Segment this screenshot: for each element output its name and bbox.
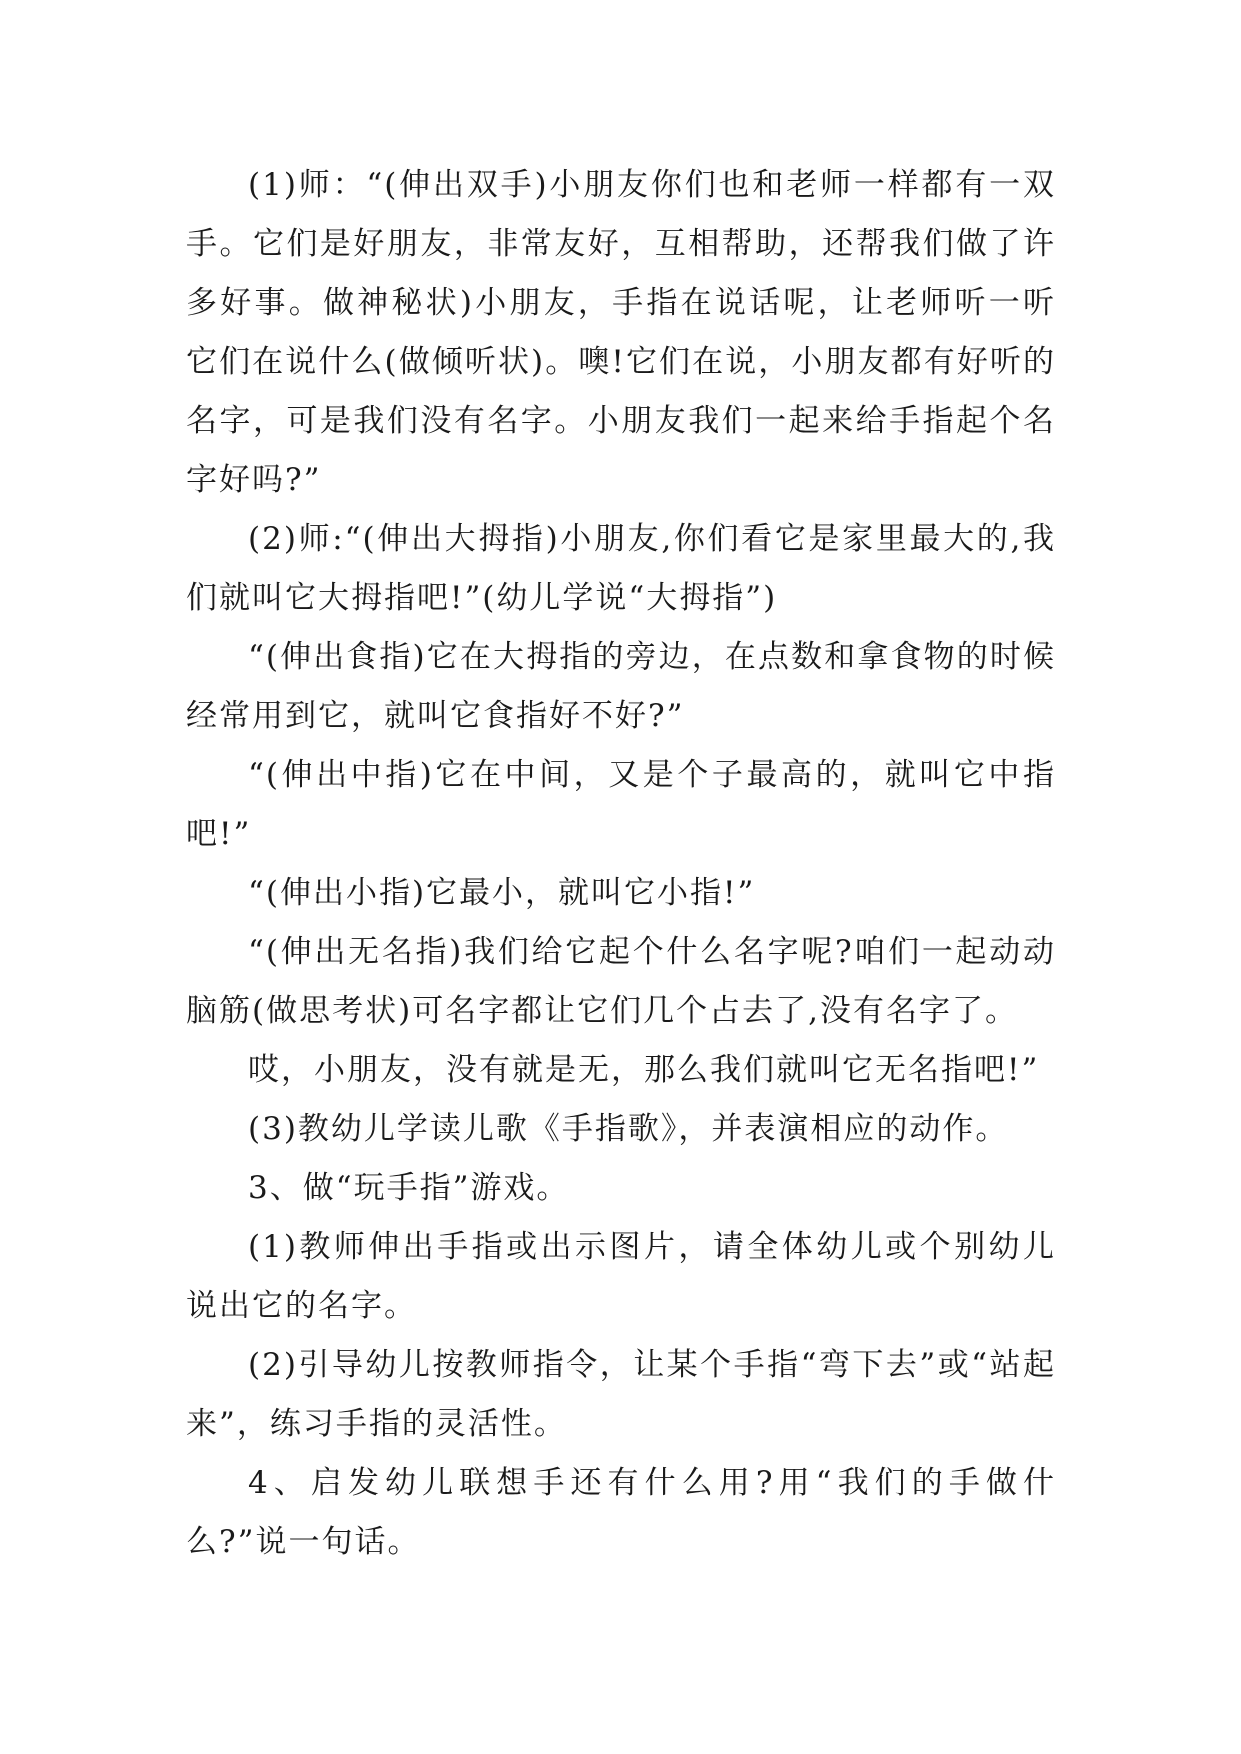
paragraph-2: (2)师:“(伸出大拇指)小朋友,你们看它是家里最大的,我们就叫它大拇指吧!”(幼儿学说“大拇指”) [186, 521, 1056, 616]
paragraph-5: “(伸出小指)它最小，就叫它小指!” [248, 875, 756, 911]
paragraph-11: (2)引导幼儿按教师指令，让某个手指“弯下去”或“站起来”，练习手指的灵活性。 [186, 1347, 1056, 1442]
document-body [186, 156, 1056, 1572]
paragraph-7: 哎，小朋友，没有就是无，那么我们就叫它无名指吧!” [248, 1052, 1040, 1088]
paragraph-10: (1)教师伸出手指或出示图片，请全体幼儿或个别幼儿说出它的名字。 [186, 1229, 1056, 1324]
paragraph-9: 3、做“玩手指”游戏。 [248, 1170, 570, 1206]
paragraph-8: (3)教幼儿学读儿歌《手指歌》，并表演相应的动作。 [248, 1111, 1009, 1147]
paragraph-4: “(伸出中指)它在中间，又是个子最高的，就叫它中指吧!” [186, 757, 1056, 852]
paragraph-1: (1)师：“(伸出双手)小朋友你们也和老师一样都有一双手。它们是好朋友，非常友好，互相帮助，还帮我们做了许多好事。做神秘状)小朋友，手指在说话呢，让老师听一听它们在说什么(做倾听状)。噢!它们在说，小朋友都有好听的名字，可是我们没有名字。小朋友我们一起来给手指起个名字好吗?” [186, 167, 1056, 498]
paragraph-3: “(伸出食指)它在大拇指的旁边，在点数和拿食物的时候经常用到它，就叫它食指好不好?” [186, 639, 1056, 734]
paragraph-6: “(伸出无名指)我们给它起个什么名字呢?咱们一起动动脑筋(做思考状)可名字都让它们几个占去了,没有名字了。 [186, 934, 1056, 1029]
paragraph-12: 4、启发幼儿联想手还有什么用?用“我们的手做什么?”说一句话。 [186, 1465, 1056, 1560]
